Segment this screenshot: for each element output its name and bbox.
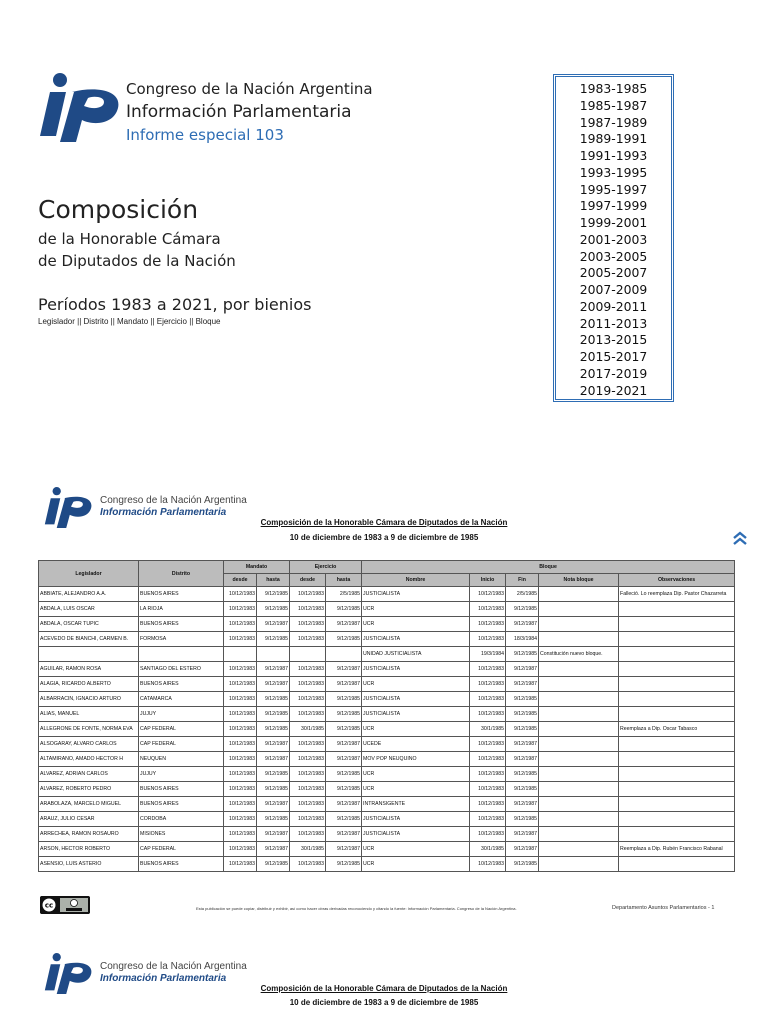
table-cell: 10/12/1983 bbox=[470, 737, 506, 752]
table-cell: 10/12/1983 bbox=[290, 857, 326, 872]
table-cell: JUSTICIALISTA bbox=[362, 812, 470, 827]
col-header: desde bbox=[224, 574, 257, 587]
table-cell: 10/12/1983 bbox=[290, 752, 326, 767]
table-cell: 10/12/1983 bbox=[470, 707, 506, 722]
table-cell: ARABOLAZA, MARCELO MIGUEL bbox=[39, 797, 139, 812]
table-cell: 9/12/1985 bbox=[326, 602, 362, 617]
col-header: hasta bbox=[257, 574, 290, 587]
table-cell: JUSTICIALISTA bbox=[362, 707, 470, 722]
table-cell: 10/12/1983 bbox=[470, 602, 506, 617]
table-cell: 10/12/1983 bbox=[224, 797, 257, 812]
table-cell bbox=[619, 782, 735, 797]
table-cell: 10/12/1983 bbox=[224, 737, 257, 752]
table-row bbox=[39, 827, 735, 842]
bienio-link[interactable]: 2011-2013 bbox=[579, 315, 648, 331]
table-cell: 9/12/1987 bbox=[506, 752, 539, 767]
table-cell: UCR bbox=[362, 782, 470, 797]
table-cell: 10/12/1983 bbox=[224, 782, 257, 797]
table-cell: UCR bbox=[362, 722, 470, 737]
table-cell: 9/12/1987 bbox=[257, 737, 290, 752]
table-cell: 9/12/1985 bbox=[506, 782, 539, 797]
table-cell bbox=[619, 647, 735, 662]
table-cell: 10/12/1983 bbox=[224, 692, 257, 707]
table-cell bbox=[539, 662, 619, 677]
table-cell: 9/12/1987 bbox=[257, 842, 290, 857]
table-row bbox=[39, 632, 735, 647]
table-cell: JUSTICIALISTA bbox=[362, 827, 470, 842]
table-cell: UCEDE bbox=[362, 737, 470, 752]
table-cell: 9/12/1987 bbox=[506, 827, 539, 842]
table-cell: BUENOS AIRES bbox=[139, 782, 224, 797]
table-cell: CAP FEDERAL bbox=[139, 842, 224, 857]
table-cell bbox=[539, 737, 619, 752]
table-cell: ALLEGRONE DE FONTE, NORMA EVA bbox=[39, 722, 139, 737]
ip-logo bbox=[36, 68, 122, 142]
table-cell: BUENOS AIRES bbox=[139, 797, 224, 812]
table-cell bbox=[539, 617, 619, 632]
table-cell bbox=[290, 647, 326, 662]
table-cell bbox=[619, 797, 735, 812]
table-cell: BUENOS AIRES bbox=[139, 617, 224, 632]
table-cell: 10/12/1983 bbox=[290, 677, 326, 692]
table-cell: 30/1/1985 bbox=[470, 842, 506, 857]
table-cell: BUENOS AIRES bbox=[139, 587, 224, 602]
table-cell: 10/12/1983 bbox=[224, 587, 257, 602]
table-cell: 10/12/1983 bbox=[290, 812, 326, 827]
table-cell: 9/12/1987 bbox=[506, 737, 539, 752]
table-cell: 30/1/1985 bbox=[290, 722, 326, 737]
table-cell: UCR bbox=[362, 602, 470, 617]
table-cell: 9/12/1987 bbox=[257, 617, 290, 632]
table-cell: 10/12/1983 bbox=[470, 677, 506, 692]
table-cell: 9/12/1987 bbox=[506, 677, 539, 692]
table-cell: JUJUY bbox=[139, 707, 224, 722]
table-cell: 9/12/1985 bbox=[257, 692, 290, 707]
table-cell: MISIONES bbox=[139, 827, 224, 842]
table-cell: JUSTICIALISTA bbox=[362, 692, 470, 707]
page-title: Composición bbox=[38, 195, 199, 224]
table-cell: 10/12/1983 bbox=[290, 632, 326, 647]
table-cell bbox=[539, 857, 619, 872]
col-header: Fin bbox=[506, 574, 539, 587]
table-cell: 10/12/1983 bbox=[224, 677, 257, 692]
table-cell: AGUILAR, RAMON ROSA bbox=[39, 662, 139, 677]
bienio-link[interactable]: 2007-2009 bbox=[579, 282, 648, 297]
table-cell bbox=[326, 647, 362, 662]
table-cell: LA RIOJA bbox=[139, 602, 224, 617]
table-row bbox=[39, 767, 735, 782]
table-cell: MOV POP NEUQUINO bbox=[362, 752, 470, 767]
table-cell: 2/5/1985 bbox=[506, 587, 539, 602]
table-cell: ACEVEDO DE BIANCHI, CARMEN B. bbox=[39, 632, 139, 647]
table-cell bbox=[539, 602, 619, 617]
table-cell bbox=[619, 857, 735, 872]
table-cell: 10/12/1983 bbox=[470, 782, 506, 797]
table-cell: 9/12/1985 bbox=[257, 767, 290, 782]
table-cell: 9/12/1985 bbox=[257, 722, 290, 737]
table-date-range: 10 de diciembre de 1983 a 9 de diciembre de 1985 bbox=[289, 533, 479, 542]
table-cell bbox=[139, 647, 224, 662]
table-cell: 9/12/1985 bbox=[506, 767, 539, 782]
table-cell: ABDALA, LUIS OSCAR bbox=[39, 602, 139, 617]
table-cell: BUENOS AIRES bbox=[139, 857, 224, 872]
col-header: desde bbox=[290, 574, 326, 587]
table-cell: 10/12/1983 bbox=[224, 857, 257, 872]
table-cell: 30/1/1985 bbox=[470, 722, 506, 737]
table-cell bbox=[619, 752, 735, 767]
bienio-link[interactable]: 1995-1997 bbox=[579, 181, 648, 197]
table-cell: 9/12/1985 bbox=[326, 782, 362, 797]
svg-text:cc: cc bbox=[44, 901, 54, 910]
table-cell: 9/12/1987 bbox=[326, 737, 362, 752]
table-cell: ALAGIA, RICARDO ALBERTO bbox=[39, 677, 139, 692]
table-cell: 9/12/1987 bbox=[257, 797, 290, 812]
table-cell bbox=[539, 812, 619, 827]
table-cell: 9/12/1987 bbox=[506, 617, 539, 632]
logo-org-subname-next: Información Parlamentaria bbox=[100, 973, 227, 984]
bienios-index bbox=[553, 74, 674, 402]
table-cell bbox=[224, 647, 257, 662]
group-header-ejercicio: Ejercicio bbox=[290, 561, 362, 574]
table-row bbox=[39, 692, 735, 707]
table-cell: 9/12/1985 bbox=[326, 812, 362, 827]
group-header-mandato: Mandato bbox=[224, 561, 290, 574]
table-row bbox=[39, 752, 735, 767]
table-cell bbox=[39, 647, 139, 662]
table-cell: 9/12/1987 bbox=[326, 827, 362, 842]
subtitle-line-2: de Diputados de la Nación bbox=[38, 252, 236, 270]
table-cell: 10/12/1983 bbox=[224, 722, 257, 737]
table-cell: 10/12/1983 bbox=[470, 692, 506, 707]
table-cell: 9/12/1985 bbox=[257, 632, 290, 647]
table-cell: Reemplaza a Dip. Rubén Francisco Rabanal bbox=[619, 842, 735, 857]
table-cell: Reemplaza a Dip. Oscar Tabasco bbox=[619, 722, 735, 737]
periods-label: Períodos 1983 a 2021, por bienios bbox=[38, 295, 312, 314]
table-cell: 9/12/1985 bbox=[326, 767, 362, 782]
table-cell: 10/12/1983 bbox=[470, 827, 506, 842]
table-cell: 9/12/1985 bbox=[506, 692, 539, 707]
table-cell: 10/12/1983 bbox=[290, 767, 326, 782]
table-cell: 10/12/1983 bbox=[290, 662, 326, 677]
col-header: hasta bbox=[326, 574, 362, 587]
table-cell: 10/12/1983 bbox=[470, 752, 506, 767]
table-title-next: Composición de la Honorable Cámara de Diputados de la Nación bbox=[260, 984, 508, 993]
table-cell: CAP FEDERAL bbox=[139, 737, 224, 752]
bienio-link[interactable]: 1983-1985 bbox=[579, 81, 648, 96]
table-row bbox=[39, 707, 735, 722]
table-cell: FORMOSA bbox=[139, 632, 224, 647]
table-cell: 10/12/1983 bbox=[470, 797, 506, 812]
table-body bbox=[39, 587, 735, 872]
table-cell bbox=[539, 632, 619, 647]
table-cell: 9/12/1985 bbox=[257, 857, 290, 872]
table-cell bbox=[619, 692, 735, 707]
table-cell: 10/12/1983 bbox=[224, 812, 257, 827]
table-cell: 10/12/1983 bbox=[224, 842, 257, 857]
table-cell: ARAUZ, JULIO CESAR bbox=[39, 812, 139, 827]
bienio-link[interactable]: 1985-1987 bbox=[579, 97, 648, 113]
table-cell bbox=[619, 677, 735, 692]
col-header: Inicio bbox=[470, 574, 506, 587]
table-cell: ARSON, HECTOR ROBERTO bbox=[39, 842, 139, 857]
table-cell: 9/12/1985 bbox=[326, 692, 362, 707]
table-cell: 9/12/1985 bbox=[257, 602, 290, 617]
table-cell: 9/12/1985 bbox=[326, 632, 362, 647]
table-cell: 9/12/1985 bbox=[506, 707, 539, 722]
table-cell bbox=[539, 677, 619, 692]
table-row bbox=[39, 587, 735, 602]
col-header: Legislador bbox=[39, 561, 139, 587]
col-header: Distrito bbox=[139, 561, 224, 587]
table-cell bbox=[619, 827, 735, 842]
table-cell: UCR bbox=[362, 677, 470, 692]
table-cell bbox=[539, 707, 619, 722]
table-cell: 10/12/1983 bbox=[290, 707, 326, 722]
bienio-link[interactable]: 2005-2007 bbox=[579, 265, 648, 281]
table-cell: 10/12/1983 bbox=[290, 782, 326, 797]
table-cell: 10/12/1983 bbox=[224, 827, 257, 842]
table-cell bbox=[539, 722, 619, 737]
table-cell: 10/12/1983 bbox=[224, 662, 257, 677]
table-cell: UCR bbox=[362, 842, 470, 857]
org-subname: Información Parlamentaria bbox=[126, 102, 352, 122]
table-cell: 9/12/1985 bbox=[506, 722, 539, 737]
table-row bbox=[39, 602, 735, 617]
table-cell: UCR bbox=[362, 617, 470, 632]
bienio-link[interactable]: 2015-2017 bbox=[579, 349, 648, 364]
table-cell: ALVAREZ, ADRIAN CARLOS bbox=[39, 767, 139, 782]
bienio-link[interactable]: 1991-1993 bbox=[579, 148, 648, 163]
subtitle-line-1: de la Honorable Cámara bbox=[38, 230, 221, 248]
table-cell: UCR bbox=[362, 857, 470, 872]
table-cell bbox=[539, 767, 619, 782]
table-cell bbox=[619, 707, 735, 722]
table-cell: 9/12/1985 bbox=[257, 812, 290, 827]
table-cell: 9/12/1985 bbox=[257, 782, 290, 797]
report-label: Informe especial 103 bbox=[126, 126, 284, 144]
table-cell: 10/12/1983 bbox=[290, 692, 326, 707]
table-cell: 9/12/1985 bbox=[506, 647, 539, 662]
table-cell bbox=[619, 812, 735, 827]
table-cell: 9/12/1987 bbox=[326, 662, 362, 677]
table-cell: 10/12/1983 bbox=[470, 662, 506, 677]
table-cell bbox=[619, 767, 735, 782]
table-cell: 9/12/1985 bbox=[506, 602, 539, 617]
table-cell: ASENSIO, LUIS ASTERIO bbox=[39, 857, 139, 872]
table-cell: 9/12/1985 bbox=[326, 707, 362, 722]
table-cell: 10/12/1983 bbox=[290, 827, 326, 842]
table-row bbox=[39, 677, 735, 692]
logo-org-subname: Información Parlamentaria bbox=[100, 507, 227, 518]
table-cell: 10/12/1983 bbox=[224, 602, 257, 617]
table-cell: 10/12/1983 bbox=[470, 617, 506, 632]
table-cell: 9/12/1985 bbox=[506, 812, 539, 827]
table-cell: 9/12/1987 bbox=[257, 752, 290, 767]
table-row bbox=[39, 647, 735, 662]
bienio-link[interactable]: 1993-1995 bbox=[579, 164, 648, 180]
table-cell: 2/5/1985 bbox=[326, 587, 362, 602]
table-cell bbox=[619, 737, 735, 752]
table-cell bbox=[539, 827, 619, 842]
table-cell: 10/12/1983 bbox=[470, 632, 506, 647]
table-cell: INTRANSIGENTE bbox=[362, 797, 470, 812]
table-cell: 10/12/1983 bbox=[224, 752, 257, 767]
table-cell: 9/12/1987 bbox=[257, 662, 290, 677]
table-cell: 19/3/1984 bbox=[470, 647, 506, 662]
table-row bbox=[39, 797, 735, 812]
page-footer-dept: Departamento Asuntos Parlamentarios - 1 bbox=[612, 905, 715, 911]
logo-org-name-next: Congreso de la Nación Argentina bbox=[100, 961, 247, 972]
logo-org-name: Congreso de la Nación Argentina bbox=[100, 495, 247, 506]
table-cell: ARRECHEA, RAMON ROSAURO bbox=[39, 827, 139, 842]
col-header: Observaciones bbox=[619, 574, 735, 587]
table-cell: BUENOS AIRES bbox=[139, 677, 224, 692]
table-cell: 18/3/1984 bbox=[506, 632, 539, 647]
table-cell: CORDOBA bbox=[139, 812, 224, 827]
table-cell: JUJUY bbox=[139, 767, 224, 782]
bienio-link[interactable]: 1997-1999 bbox=[579, 198, 648, 214]
table-row bbox=[39, 662, 735, 677]
table-cell bbox=[539, 842, 619, 857]
bienio-link[interactable]: 2009-2011 bbox=[579, 298, 648, 314]
table-cell: 9/12/1987 bbox=[506, 842, 539, 857]
table-cell: 10/12/1983 bbox=[290, 587, 326, 602]
scroll-to-top-icon[interactable] bbox=[731, 530, 749, 546]
table-cell: 10/12/1983 bbox=[470, 812, 506, 827]
table-cell: 9/12/1987 bbox=[506, 662, 539, 677]
table-cell: 9/12/1985 bbox=[506, 857, 539, 872]
table-cell: NEUQUEN bbox=[139, 752, 224, 767]
table-date-range-next: 10 de diciembre de 1983 a 9 de diciembre de 1985 bbox=[289, 998, 479, 1007]
table-cell: Falleció. Lo reemplaza Dip. Pastor Chazarreta bbox=[619, 587, 735, 602]
table-cell: 10/12/1983 bbox=[224, 707, 257, 722]
bienio-link[interactable]: 1987-1989 bbox=[579, 114, 648, 130]
table-cell: 10/12/1983 bbox=[224, 767, 257, 782]
table-cell: JUSTICIALISTA bbox=[362, 587, 470, 602]
table-cell: 9/12/1987 bbox=[326, 677, 362, 692]
table-cell: UNIDAD JUSTICIALISTA bbox=[362, 647, 470, 662]
table-cell: 10/12/1983 bbox=[290, 617, 326, 632]
table-cell: 10/12/1983 bbox=[224, 617, 257, 632]
table-cell: ABDALA, OSCAR TUPIC bbox=[39, 617, 139, 632]
table-cell: JUSTICIALISTA bbox=[362, 632, 470, 647]
table-cell: 9/12/1985 bbox=[326, 722, 362, 737]
bienio-link[interactable]: 2017-2019 bbox=[579, 365, 648, 381]
bienio-link[interactable]: 1989-1991 bbox=[579, 131, 648, 147]
table-cell bbox=[539, 797, 619, 812]
group-header-bloque: Bloque bbox=[362, 561, 735, 574]
bienio-link[interactable]: 1999-2001 bbox=[579, 215, 648, 230]
table-cell: ALTAMIRANO, AMADO HECTOR H bbox=[39, 752, 139, 767]
col-header: Nombre bbox=[362, 574, 470, 587]
table-cell bbox=[539, 692, 619, 707]
table-cell: 9/12/1987 bbox=[506, 797, 539, 812]
table-cell bbox=[539, 752, 619, 767]
table-row bbox=[39, 737, 735, 752]
fields-legend: Legislador || Distrito || Mandato || Ejercicio || Bloque bbox=[38, 317, 221, 326]
table-cell bbox=[539, 782, 619, 797]
table-cell: 9/12/1985 bbox=[326, 857, 362, 872]
bienio-link[interactable]: 2019-2021 bbox=[579, 382, 648, 398]
table-cell: 10/12/1983 bbox=[224, 632, 257, 647]
table-cell: ALBARRACIN, IGNACIO ARTURO bbox=[39, 692, 139, 707]
table-cell: UCR bbox=[362, 767, 470, 782]
table-row bbox=[39, 782, 735, 797]
table-cell: SANTIAGO DEL ESTERO bbox=[139, 662, 224, 677]
bienio-link[interactable]: 2003-2005 bbox=[579, 248, 648, 264]
composition-table bbox=[38, 560, 735, 872]
table-row bbox=[39, 842, 735, 857]
table-cell: 10/12/1983 bbox=[290, 602, 326, 617]
table-row bbox=[39, 722, 735, 737]
table-cell: 10/12/1983 bbox=[470, 587, 506, 602]
table-cell: 10/12/1983 bbox=[470, 767, 506, 782]
table-cell: 10/12/1983 bbox=[290, 737, 326, 752]
table-cell: 9/12/1987 bbox=[326, 842, 362, 857]
table-cell: 9/12/1987 bbox=[326, 752, 362, 767]
table-row bbox=[39, 812, 735, 827]
table-cell: 30/1/1985 bbox=[290, 842, 326, 857]
table-cell bbox=[619, 662, 735, 677]
table-cell: 9/12/1987 bbox=[257, 827, 290, 842]
table-cell: ALIAS, MANUEL bbox=[39, 707, 139, 722]
table-cell bbox=[539, 587, 619, 602]
table-cell bbox=[257, 647, 290, 662]
table-cell: CATAMARCA bbox=[139, 692, 224, 707]
table-cell: 9/12/1987 bbox=[326, 797, 362, 812]
col-header: Nota bloque bbox=[539, 574, 619, 587]
license-note: Esta publicación se puede copiar, distribuir y exhibir, así como hacer obras derivadas reconociendo y citando la fuente: Información Parlamentaria. Congreso de la Nación Argentina. bbox=[196, 906, 517, 911]
table-cell: CAP FEDERAL bbox=[139, 722, 224, 737]
table-row bbox=[39, 617, 735, 632]
table-cell bbox=[619, 602, 735, 617]
table-cell: 9/12/1985 bbox=[257, 707, 290, 722]
table-cell: 10/12/1983 bbox=[470, 857, 506, 872]
table-row bbox=[39, 857, 735, 872]
table-cell bbox=[619, 617, 735, 632]
table-cell: Constitución nuevo bloque. bbox=[539, 647, 619, 662]
table-cell: 9/12/1987 bbox=[326, 617, 362, 632]
table-cell: 10/12/1983 bbox=[290, 797, 326, 812]
table-title: Composición de la Honorable Cámara de Diputados de la Nación bbox=[260, 518, 508, 527]
table-cell: ABBIATE, ALEJANDRO A.A. bbox=[39, 587, 139, 602]
table-cell: 9/12/1987 bbox=[257, 677, 290, 692]
table-cell: ALVAREZ, ROBERTO PEDRO bbox=[39, 782, 139, 797]
table-cell bbox=[619, 632, 735, 647]
bienio-link[interactable]: 2001-2003 bbox=[579, 231, 648, 247]
creative-commons-badge bbox=[40, 896, 90, 914]
bienio-link[interactable]: 2013-2015 bbox=[579, 332, 648, 348]
table-cell: JUSTICIALISTA bbox=[362, 662, 470, 677]
table-cell: 9/12/1985 bbox=[257, 587, 290, 602]
org-name: Congreso de la Nación Argentina bbox=[126, 80, 373, 98]
table-cell: ALSOGARAY, ALVARO CARLOS bbox=[39, 737, 139, 752]
